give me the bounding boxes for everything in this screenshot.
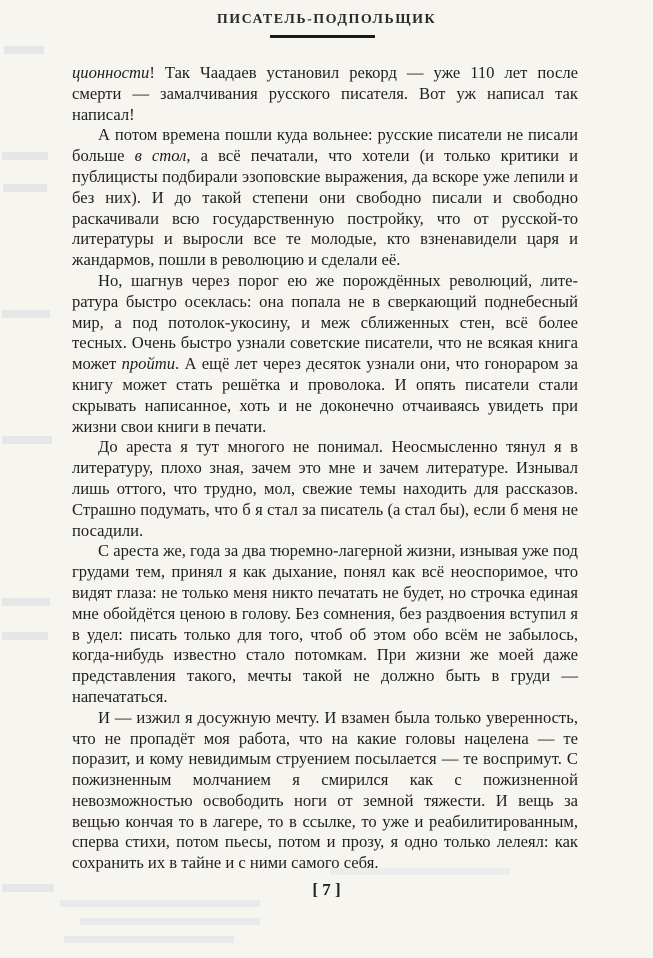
body-text [72, 63, 578, 874]
bleed-through-mark [2, 598, 50, 606]
text-run: ! Так Чаадаев установил рекорд — уже 110 лет после смерти — замалчивания русского писателя. Вот уж написал так написал! [72, 63, 578, 124]
bleed-through-mark [2, 632, 48, 640]
bleed-through-mark [2, 310, 50, 318]
bleed-through-mark [2, 152, 48, 160]
text-run: До ареста я тут многого не понимал. Неосмысленно тянул я в литературу, плохо зная, зачем это мне и зачем литературе. Изнывал лишь оттого, что трудно, мол, свежие темы находить для рассказов. Страшно подумать, что б я стал за писатель (а стал бы), если б меня не посадили. [72, 437, 578, 540]
paragraph [72, 708, 578, 874]
page-number: [ 7 ] [312, 880, 341, 899]
bleed-through-mark [3, 184, 47, 192]
text-run: , а всё печатали, что хотели (и только критики и публицисты подбирали эзоповские выражения, да вскоре уже лепили и без них). И до такой степени они свободно писали и свободно раскачивали всю государственную постройку, что от русской-то литературы и выросли все те молодые, кто взненавидели царя и жандармов, пошли в революцию и сделали её. [72, 146, 578, 270]
bleed-through-mark [64, 936, 234, 943]
running-head-rule [270, 35, 375, 38]
italic-text: пройти [121, 354, 176, 374]
text-run: Но, шагнув через порог ею же порождённых революций, литература быстро осеклась: она попала не в сверкающий поднебесный мир, а под потолок-укосину, и меж сближенных стен, всё более тесных. Очень быстро узнали советские писатели, что не всякая книга может [72, 270, 578, 374]
italic-text: ционности [72, 63, 150, 82]
paragraph [72, 125, 578, 271]
text-run: А потом времена пошли куда вольнее: русские писатели не писали больше [72, 125, 578, 166]
paragraph [72, 271, 578, 437]
bleed-through-mark [80, 918, 260, 925]
paragraph [72, 437, 578, 541]
text-run: . А ещё лет через десяток узнали они, что гонораром за книгу может стать решётка и проволока. И опять писатели стали скрывать написанное, хоть и не доконечно отчаиваясь увидеть при жизни свои книги в печати. [72, 354, 578, 436]
bleed-through-mark [2, 436, 52, 444]
bleed-through-mark [60, 900, 260, 907]
text-run: И — изжил я досужную мечту. И взамен была только уверенность, что не пропадёт моя работа, что на какие головы нацелена — те поразит, и кому невидимым струением посылается — те воспримут. С пожизненным молчанием я смирился как с пожизненной невозможностью освободить ноги от земной тяжести. И вещь за вещью кончая то в лагере, то в ссылке, то уже и реабилитированным, сперва стихи, потом пьесы, потом и прозу, я одно только лелеял: как сохранить их в тайне и с ними самого себя. [72, 707, 578, 873]
running-head: ПИСАТЕЛЬ-ПОДПОЛЬЩИК [216, 12, 437, 27]
paragraph [72, 541, 578, 707]
bleed-through-mark [4, 46, 44, 54]
text-run: С ареста же, года за два тюремно-лагерной жизни, изнывая уже под грудами тем, принял я как дыхание, понял как всё неоспоримое, что видят глаза: не только меня никто печатать не будет, но строчка единая мне обойдётся ценою в голову. Без сомнения, без раздвоения вступил я в удел: писать только для того, чтоб об этом обо всём не забылось, когда-нибудь известно стало потомкам. При жизни же моей даже представления такого, мечты такой не должно быть в груди — напечататься. [72, 541, 578, 706]
italic-text: в стол [134, 146, 187, 166]
paragraph [72, 63, 578, 125]
